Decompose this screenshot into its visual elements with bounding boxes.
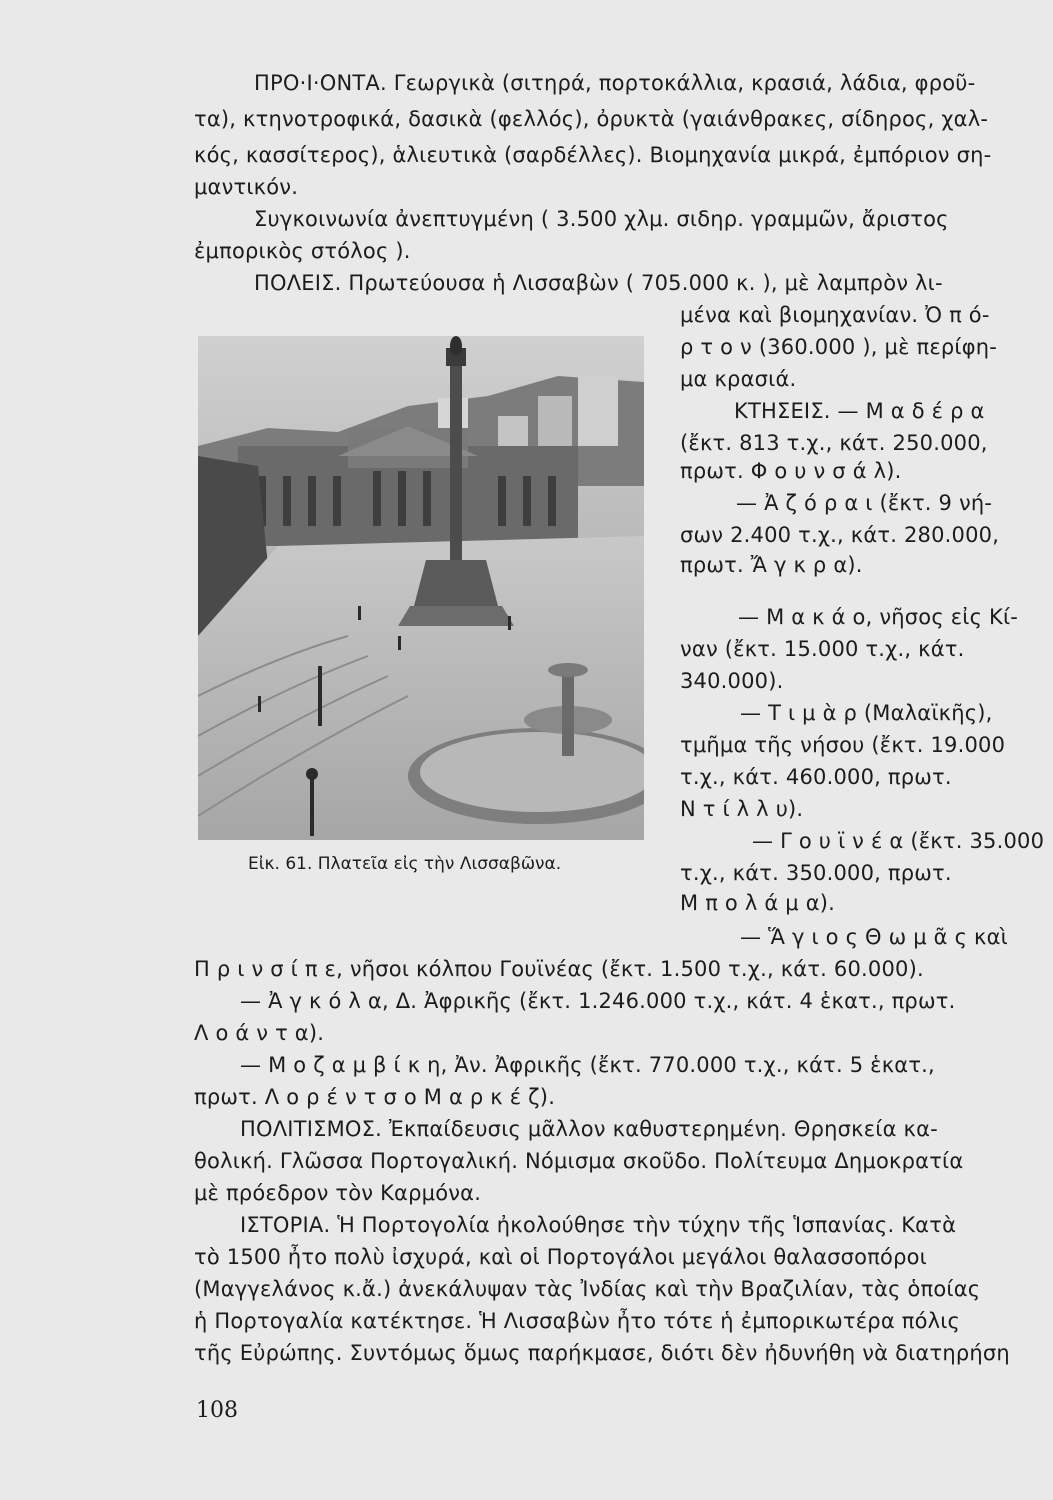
text-line: πρωτ. Φ ο υ ν σ ά λ). [680, 459, 902, 483]
text-line: μα κρασιά. [680, 367, 797, 391]
text-line: ρ τ ο ν (360.000 ), μὲ περίφη- [680, 335, 998, 359]
text-line: τα), κτηνοτροφικά, δασικὰ (φελλός), ὀρυκτὰ (γαιάνθρακες, σίδηρος, χαλ- [194, 107, 989, 131]
text-line: μὲ πρόεδρον τὸν Καρμόνα. [194, 1181, 482, 1205]
text-line: — Ἀ γ κ ό λ α, Δ. Ἀφρικῆς (ἔκτ. 1.246.000 τ.χ., κάτ. 4 ἑκατ., πρωτ. [240, 989, 956, 1013]
text-line: Λ ο ά ν τ α). [194, 1021, 325, 1045]
text-line: ΠΡΟ·Ι·ΟΝΤΑ. Γεωργικὰ (σιτηρά, πορτοκάλλια, κρασιά, λάδια, φροῦ- [254, 71, 976, 95]
text-line: (Μαγγελάνος κ.ἄ.) ἀνεκάλυψαν τὰς Ἰνδίας καὶ τὴν Βραζιλίαν, τὰς ὁποίας [194, 1277, 981, 1301]
text-line: Συγκοινωνία ἀνεπτυγμένη ( 3.500 χλμ. σιδηρ. γραμμῶν, ἄριστος [254, 207, 949, 231]
text-line: Μ π ο λ ά μ α). [680, 891, 836, 915]
text-line: κός, κασσίτερος), ἁλιευτικὰ (σαρδέλλες). Βιομηχανία μικρά, ἐμπόριον ση- [194, 143, 992, 167]
text-line: ΙΣΤΟΡΙΑ. Ἡ Πορτογολία ἠκολούθησε τὴν τύχην τῆς Ἱσπανίας. Κατὰ [240, 1213, 957, 1237]
text-line: ΠΟΛΕΙΣ. Πρωτεύουσα ἡ Λισσαβὼν ( 705.000 κ. ), μὲ λαμπρὸν λι- [254, 271, 943, 295]
text-line: 340.000). [680, 669, 784, 693]
text-line: τμῆμα τῆς νήσου (ἔκτ. 19.000 [680, 733, 1006, 757]
text-line: μένα καὶ βιομηχανίαν. Ὀ π ό- [680, 303, 990, 327]
text-line: Π ρ ι ν σ ί π ε, νῆσοι κόλπου Γουϊνέας (ἔκτ. 1.500 τ.χ., κάτ. 60.000). [194, 957, 924, 981]
text-line: πρωτ. Λ ο ρ έ ν τ σ ο Μ α ρ κ έ ζ). [194, 1085, 556, 1109]
text-line: (ἔκτ. 813 τ.χ., κάτ. 250.000, [680, 431, 988, 455]
text-line: ναν (ἔκτ. 15.000 τ.χ., κάτ. [680, 637, 965, 661]
text-line: σων 2.400 τ.χ., κάτ. 280.000, [680, 523, 1000, 547]
text-line: τ.χ., κάτ. 460.000, πρωτ. [680, 765, 952, 789]
text-line: πρωτ. Ἄ γ κ ρ α). [680, 553, 863, 577]
text-line: — Ἅ γ ι ο ς Θ ω μ ᾶ ς καὶ [740, 925, 1008, 949]
text-line: — Ἀ ζ ό ρ α ι (ἔκτ. 9 νή- [736, 491, 993, 515]
text-line: — Μ α κ ά ο, νῆσος εἰς Κί- [738, 605, 1019, 629]
text-line: — Τ ι μ ὰ ρ (Μαλαϊκῆς), [740, 701, 993, 725]
text-line: ΠΟΛΙΤΙΣΜΟΣ. Ἐκπαίδευσις μᾶλλον καθυστερημένη. Θρησκεία κα- [240, 1117, 938, 1141]
text-line: ΚΤΗΣΕΙΣ. — Μ α δ έ ρ α [734, 399, 985, 423]
photo-lisbon-square [198, 336, 644, 840]
text-line: ἡ Πορτογαλία κατέκτησε. Ἡ Λισσαβὼν ἦτο τότε ἡ ἐμπορικωτέρα πόλις [194, 1309, 961, 1333]
text-line: μαντικόν. [194, 175, 299, 199]
photo-drawing [198, 336, 644, 840]
text-line: — Γ ο υ ϊ ν έ α (ἔκτ. 35.000 [752, 829, 1045, 853]
text-line: ἐμπορικὸς στόλος ). [194, 239, 411, 263]
text-line: τ.χ., κάτ. 350.000, πρωτ. [680, 861, 952, 885]
text-line: θολική. Γλῶσσα Πορτογαλική. Νόμισμα σκοῦδο. Πολίτευμα Δημοκρατία [194, 1149, 964, 1173]
text-line: Ν τ ί λ λ υ). [680, 797, 804, 821]
figure-caption: Εἰκ. 61. Πλατεῖα εἰς τὴν Λισσαβῶνα. [248, 854, 562, 874]
text-line: τὸ 1500 ἦτο πολὺ ἰσχυρά, καὶ οἱ Πορτογάλοι μεγάλοι θαλασσοπόροι [194, 1245, 927, 1269]
text-line: τῆς Εὐρώπης. Συντόμως ὅμως παρήκμασε, διότι δὲν ἠδυνήθη νὰ διατηρήση [194, 1341, 1010, 1365]
page-number: 108 [196, 1398, 238, 1423]
text-line: — Μ ο ζ α μ β ί κ η, Ἀν. Ἀφρικῆς (ἔκτ. 770.000 τ.χ., κάτ. 5 ἑκατ., [240, 1053, 935, 1077]
